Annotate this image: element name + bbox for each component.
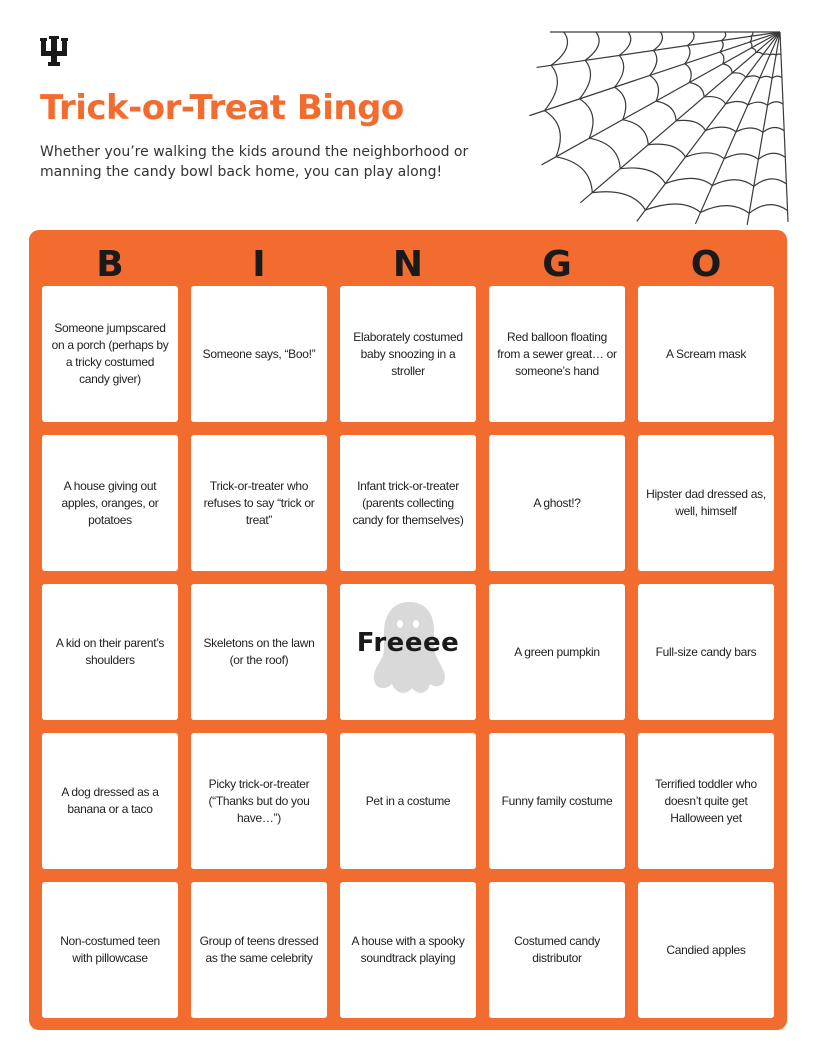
bingo-cell[interactable] bbox=[42, 733, 178, 869]
bingo-cell[interactable] bbox=[638, 435, 774, 571]
bingo-cell[interactable] bbox=[489, 286, 625, 422]
bingo-cell-label: A Scream mask bbox=[665, 346, 747, 361]
bingo-cell-label: Full-size candy bars bbox=[655, 644, 757, 659]
bingo-cell[interactable] bbox=[638, 733, 774, 869]
bingo-cell[interactable] bbox=[42, 286, 178, 422]
bingo-cell-label: Candied apples bbox=[666, 942, 746, 957]
bingo-cell-label: Hipster dad dressed as, well, himself bbox=[646, 487, 766, 518]
bingo-free-space[interactable] bbox=[340, 584, 476, 720]
bingo-cell-label: A kid on their parent’s shoulders bbox=[55, 636, 165, 667]
bingo-cell-label: Trick-or-treater who refuses to say “trick or treat” bbox=[203, 478, 315, 527]
bingo-cell[interactable] bbox=[340, 286, 476, 422]
bingo-cell-label: Elaborately costumed baby snoozing in a stroller bbox=[353, 329, 463, 378]
bingo-cell[interactable] bbox=[638, 882, 774, 1018]
bingo-letters bbox=[29, 240, 787, 290]
bingo-cell[interactable] bbox=[489, 882, 625, 1018]
free-space-label: Freeee bbox=[356, 628, 460, 658]
bingo-cell-label: Group of teens dressed as the same celebrity bbox=[199, 934, 319, 965]
page-title: Trick-or-Treat Bingo bbox=[40, 88, 404, 128]
bingo-cell[interactable] bbox=[191, 435, 327, 571]
bingo-cell-label: A ghost!? bbox=[533, 495, 581, 510]
bingo-cell-label: Funny family costume bbox=[501, 793, 613, 808]
bingo-cell-label: Skeletons on the lawn (or the roof) bbox=[203, 636, 315, 667]
bingo-letter-b: B bbox=[96, 244, 124, 285]
bingo-cell[interactable] bbox=[340, 882, 476, 1018]
bingo-letter-n: N bbox=[392, 244, 424, 285]
free-space-art bbox=[340, 584, 476, 720]
bingo-cell-label: Someone jumpscared on a porch (perhaps by a tricky costumed candy giver) bbox=[51, 321, 169, 386]
bingo-cell-label: Someone says, “Boo!” bbox=[202, 346, 316, 361]
bingo-cell-label: Costumed candy distributor bbox=[514, 934, 600, 965]
bingo-letter-i: I bbox=[252, 244, 266, 285]
bingo-cell[interactable] bbox=[191, 584, 327, 720]
bingo-cell-label: A dog dressed as a banana or a taco bbox=[61, 785, 159, 816]
bingo-cell-label: A green pumpkin bbox=[514, 644, 600, 659]
bingo-cell[interactable] bbox=[489, 584, 625, 720]
page-subtitle: Whether you’re walking the kids around the neighborhood or manning the candy bowl back home, you can play along! bbox=[40, 144, 469, 180]
bingo-cell-label: Infant trick-or-treater (parents collecting candy for themselves) bbox=[352, 478, 464, 527]
bingo-cell-label: A house giving out apples, oranges, or potatoes bbox=[61, 478, 159, 527]
bingo-cell[interactable] bbox=[340, 435, 476, 571]
bingo-cell[interactable] bbox=[489, 435, 625, 571]
bingo-cell[interactable] bbox=[191, 733, 327, 869]
bingo-cell-label: Pet in a costume bbox=[365, 793, 451, 808]
spiderweb-icon bbox=[500, 26, 790, 232]
bingo-cell-label: Red balloon floating from a sewer great… or someone’s hand bbox=[497, 329, 617, 378]
bingo-letter-g: G bbox=[542, 244, 572, 285]
bingo-cell[interactable] bbox=[191, 882, 327, 1018]
bingo-board bbox=[29, 230, 787, 1030]
bingo-cell[interactable] bbox=[489, 733, 625, 869]
bingo-letter-o: O bbox=[690, 244, 722, 285]
bingo-cell[interactable] bbox=[42, 882, 178, 1018]
iu-trident-logo bbox=[40, 36, 68, 66]
bingo-cell[interactable] bbox=[42, 584, 178, 720]
bingo-cell[interactable] bbox=[42, 435, 178, 571]
bingo-cell-label: A house with a spooky soundtrack playing bbox=[351, 934, 465, 965]
bingo-cell[interactable] bbox=[340, 733, 476, 869]
bingo-cell-label: Picky trick-or-treater (“Thanks but do you have…”) bbox=[208, 776, 310, 825]
bingo-cell-label: Terrified toddler who doesn’t quite get Halloween yet bbox=[655, 776, 757, 825]
bingo-cell[interactable] bbox=[638, 584, 774, 720]
bingo-cell[interactable] bbox=[638, 286, 774, 422]
bingo-cell[interactable] bbox=[191, 286, 327, 422]
bingo-cell-label: Non-costumed teen with pillowcase bbox=[60, 934, 160, 965]
